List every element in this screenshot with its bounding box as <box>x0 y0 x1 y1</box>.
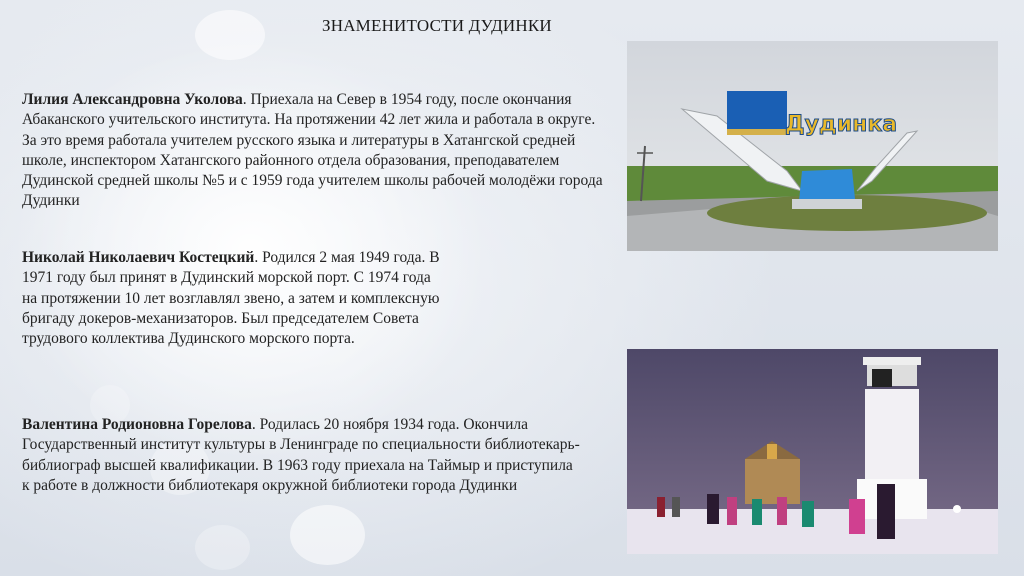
sign-text: Дудинка <box>785 112 898 137</box>
bokeh-circle <box>195 525 250 570</box>
bokeh-circle <box>290 505 365 565</box>
bio-name: Николай Николаевич Костецкий <box>22 249 255 266</box>
photo-night-tower <box>627 349 998 554</box>
bokeh-circle <box>195 10 265 60</box>
bio-ukolova <box>22 90 607 212</box>
bio-text: . Приехала на Север в 1954 году, после окончания Абаканского учительского института. На протяжении 42 лет жила и работала в округе. За это время работала учителем русского языка и литературы в Хатангской средней школе, инспектором Хатангского районного отдела образования, преподавателем Дудинской средней школы №5 и с 1959 года учителем школы рабочей молодёжи города Дудинки <box>22 91 603 210</box>
bio-name: Валентина Родионовна Горелова <box>22 416 252 433</box>
bio-gorelova <box>22 415 582 496</box>
bio-text: . Родилась 20 ноября 1934 года. Окончила Государственный институт культуры в Ленинграде по специальности библиотекарь-библиограф высшей квалификации. В 1963 году приехала на Таймыр и приступила к работе в должности библиотекаря окружной библиотеки города Дудинки <box>22 416 580 494</box>
bio-kostetsky <box>22 248 447 349</box>
page-title: ЗНАМЕНИТОСТИ ДУДИНКИ <box>322 16 552 35</box>
bio-name: Лилия Александровна Уколова <box>22 91 243 108</box>
photo-city-sign <box>627 41 998 251</box>
bio-text: . Родился 2 мая 1949 года. В 1971 году был принят в Дудинский морской порт. С 1974 года на протяжении 10 лет возглавлял звено, а затем и комплексную бригаду докеров-механизаторов. Был председателем Совета трудового коллектива Дудинского морского порта. <box>22 249 440 348</box>
